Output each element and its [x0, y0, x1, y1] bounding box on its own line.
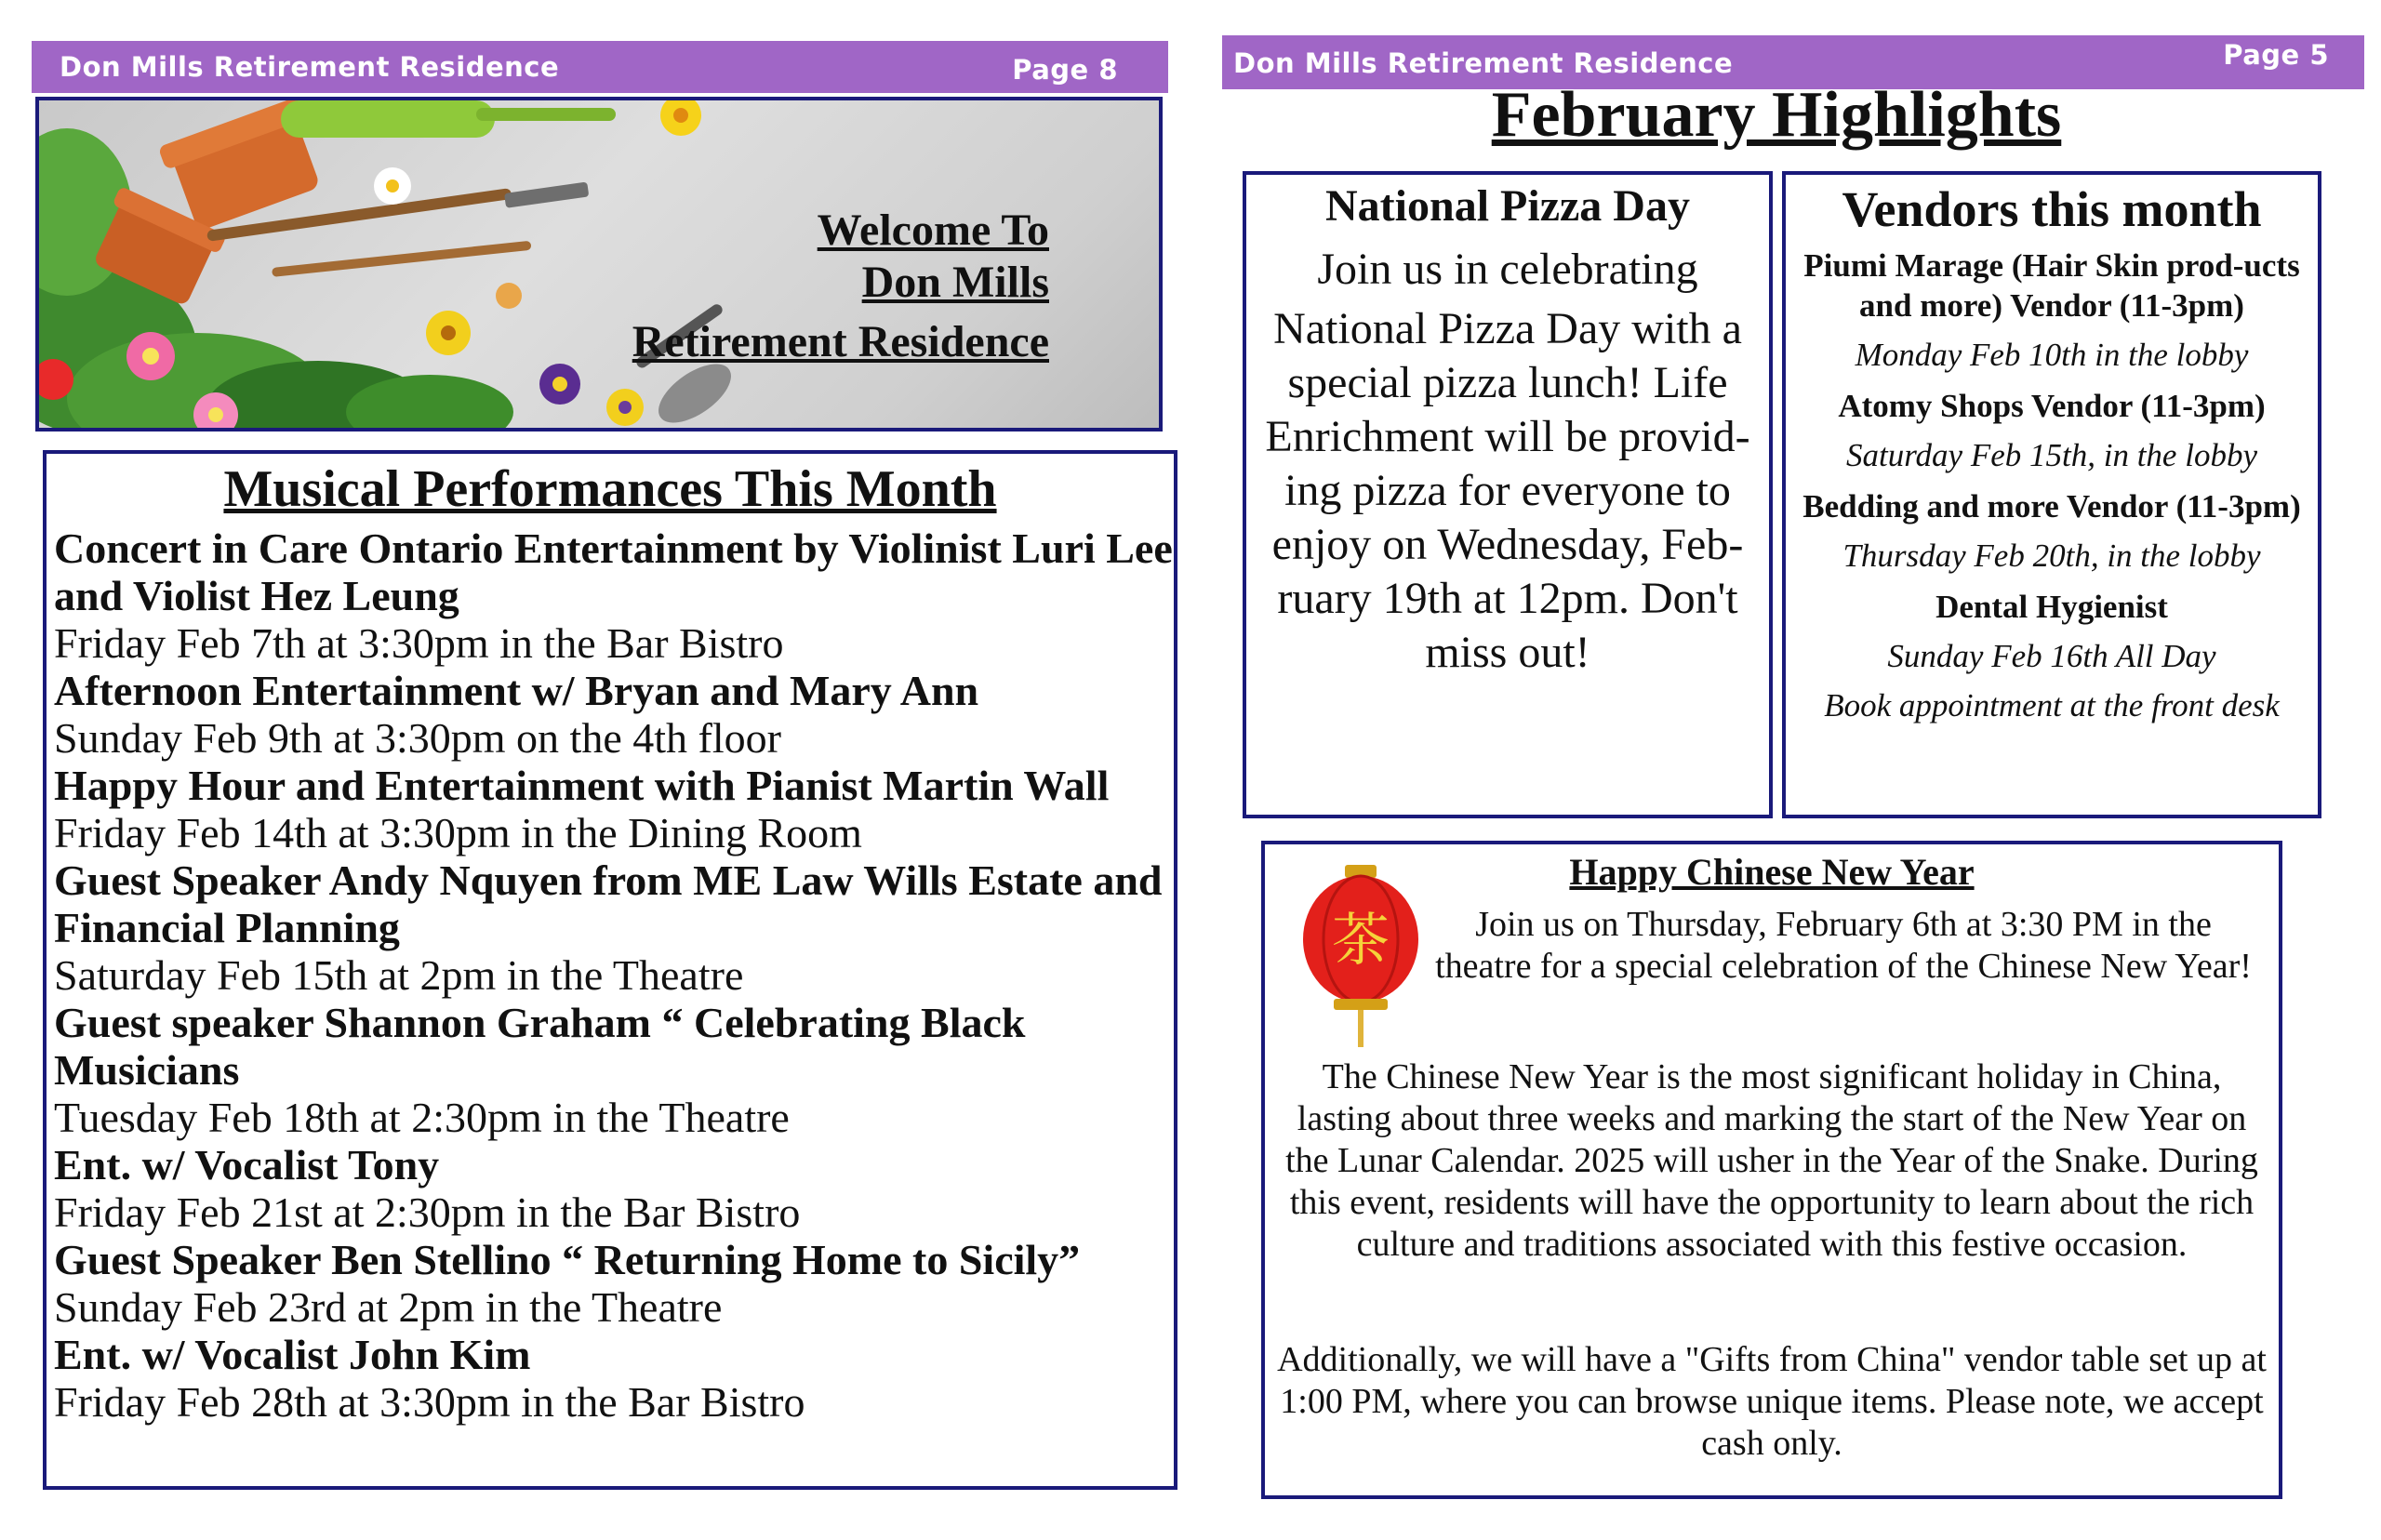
event-name: Guest speaker Shannon Graham “ Celebrating Black Musicians	[54, 999, 1026, 1094]
garden-banner	[35, 97, 1163, 431]
event-when: Friday Feb 21st at 2:30pm in the Bar Bistro	[54, 1188, 801, 1236]
list-item	[54, 1141, 1174, 1236]
left-header-org: Don Mills Retirement Residence	[60, 51, 560, 83]
right-header-page-number: Page 5	[2223, 39, 2329, 71]
event-name: Guest Speaker Andy Nquyen from ME Law Wills Estate and Financial Planning	[54, 856, 1163, 951]
lantern-icon	[1300, 865, 1421, 1051]
list-item	[1786, 246, 2318, 375]
event-when: Sunday Feb 9th at 3:30pm on the 4th floor	[54, 714, 781, 762]
event-when: Sunday Feb 23rd at 2pm in the Theatre	[54, 1283, 723, 1331]
vendor-when: Monday Feb 10th in the lobby	[1855, 337, 2249, 373]
february-highlights-title: February Highlights	[1491, 79, 2062, 151]
vendor-name: Dental Hygienist	[1935, 589, 2168, 625]
event-name: Concert in Care Ontario Entertainment by Violinist Luri Lee and Violist Hez Leung	[54, 524, 1173, 619]
pizza-day-body: National Pizza Day with a special pizza lunch! Life Enrichment will be provid-ing pizza for everyone to enjoy on Wednesday, Feb-ruary 19th at 12pm. Don't miss out!	[1265, 304, 1750, 677]
national-pizza-day-box	[1243, 171, 1773, 818]
list-item	[54, 667, 1174, 762]
event-name: Afternoon Entertainment w/ Bryan and Mary Ann	[54, 667, 979, 714]
cny-paragraph-2: Additionally, we will have a "Gifts from China" vendor table set up at 1:00 PM, where you can browse unique items. Please note, we accept cash only.	[1277, 1340, 2267, 1463]
flower-icon	[660, 100, 701, 136]
list-item	[54, 999, 1174, 1141]
list-item	[54, 1236, 1174, 1331]
vendor-when: Sunday Feb 16th All Day	[1887, 638, 2216, 674]
list-item	[1786, 587, 2318, 676]
event-when: Friday Feb 28th at 3:30pm in the Bar Bistro	[54, 1378, 805, 1426]
lantern-character: 茶	[1331, 906, 1390, 974]
welcome-heading	[632, 205, 1049, 368]
chinese-new-year-box	[1261, 841, 2282, 1499]
welcome-line-2: Don Mills	[861, 258, 1049, 307]
chinese-new-year-title: Happy Chinese New Year	[1569, 851, 1975, 893]
lantern-graphic	[1300, 865, 1421, 1051]
list-item	[1786, 386, 2318, 475]
flower-icon	[426, 311, 471, 355]
musical-performances-box	[43, 450, 1177, 1490]
left-page-header	[32, 41, 1168, 93]
vendor-when: Saturday Feb 15th, in the lobby	[1846, 437, 2257, 473]
event-name: Happy Hour and Entertainment with Pianist Martin Wall	[54, 762, 1110, 809]
music-events-list	[54, 524, 1174, 1426]
list-item	[54, 524, 1174, 667]
flower-icon	[126, 332, 175, 380]
musical-performances-title: Musical Performances This Month	[223, 460, 997, 518]
cny-paragraph-1: The Chinese New Year is the most significant holiday in China, lasting about three weeks and marking the start of the New Year on the Lunar Calendar. 2025 will usher in the Year of the Snake. During this event, residents will have the opportunity to learn about the rich culture and traditions associated with this festive occasion.	[1285, 1057, 2258, 1264]
pizza-day-title: National Pizza Day	[1325, 181, 1690, 231]
vendor-note: Book appointment at the front desk	[1824, 687, 2280, 724]
flower-icon	[374, 167, 411, 205]
event-when: Friday Feb 14th at 3:30pm in the Dining Room	[54, 809, 862, 856]
vendor-when: Thursday Feb 20th, in the lobby	[1842, 538, 2261, 574]
cny-intro: Join us on Thursday, February 6th at 3:30 PM in the theatre for a special celebration of the Chinese New Year!	[1435, 905, 2252, 986]
flower-icon	[496, 283, 522, 309]
flower-icon	[606, 389, 644, 426]
event-name: Ent. w/ Vocalist John Kim	[54, 1331, 531, 1378]
left-header-page-number: Page 8	[1012, 54, 1118, 86]
list-item	[54, 762, 1174, 856]
event-when: Saturday Feb 15th at 2pm in the Theatre	[54, 951, 744, 999]
welcome-line-3: Retirement Residence	[632, 317, 1049, 366]
pizza-day-lead: Join us in celebrating	[1317, 245, 1698, 294]
watering-can-icon	[281, 100, 616, 138]
vendor-name: Atomy Shops Vendor (11-3pm)	[1838, 388, 2266, 424]
event-when: Tuesday Feb 18th at 2:30pm in the Theatre	[54, 1094, 790, 1141]
vendors-box	[1782, 171, 2321, 818]
event-when: Friday Feb 7th at 3:30pm in the Bar Bistro	[54, 619, 784, 667]
vendor-name: Piumi Marage (Hair Skin prod-ucts and more) Vendor (11-3pm)	[1803, 247, 2300, 324]
welcome-line-1: Welcome To	[817, 206, 1049, 255]
list-item	[54, 1331, 1174, 1426]
flower-icon	[539, 364, 580, 405]
list-item	[54, 856, 1174, 999]
event-name: Ent. w/ Vocalist Tony	[54, 1141, 440, 1188]
vendor-name: Bedding and more Vendor (11-3pm)	[1802, 488, 2301, 524]
vendors-title: Vendors this month	[1842, 181, 2262, 237]
list-item	[1786, 486, 2318, 576]
right-header-org: Don Mills Retirement Residence	[1233, 47, 1734, 79]
event-name: Guest Speaker Ben Stellino “ Returning Home to Sicily”	[54, 1236, 1081, 1283]
